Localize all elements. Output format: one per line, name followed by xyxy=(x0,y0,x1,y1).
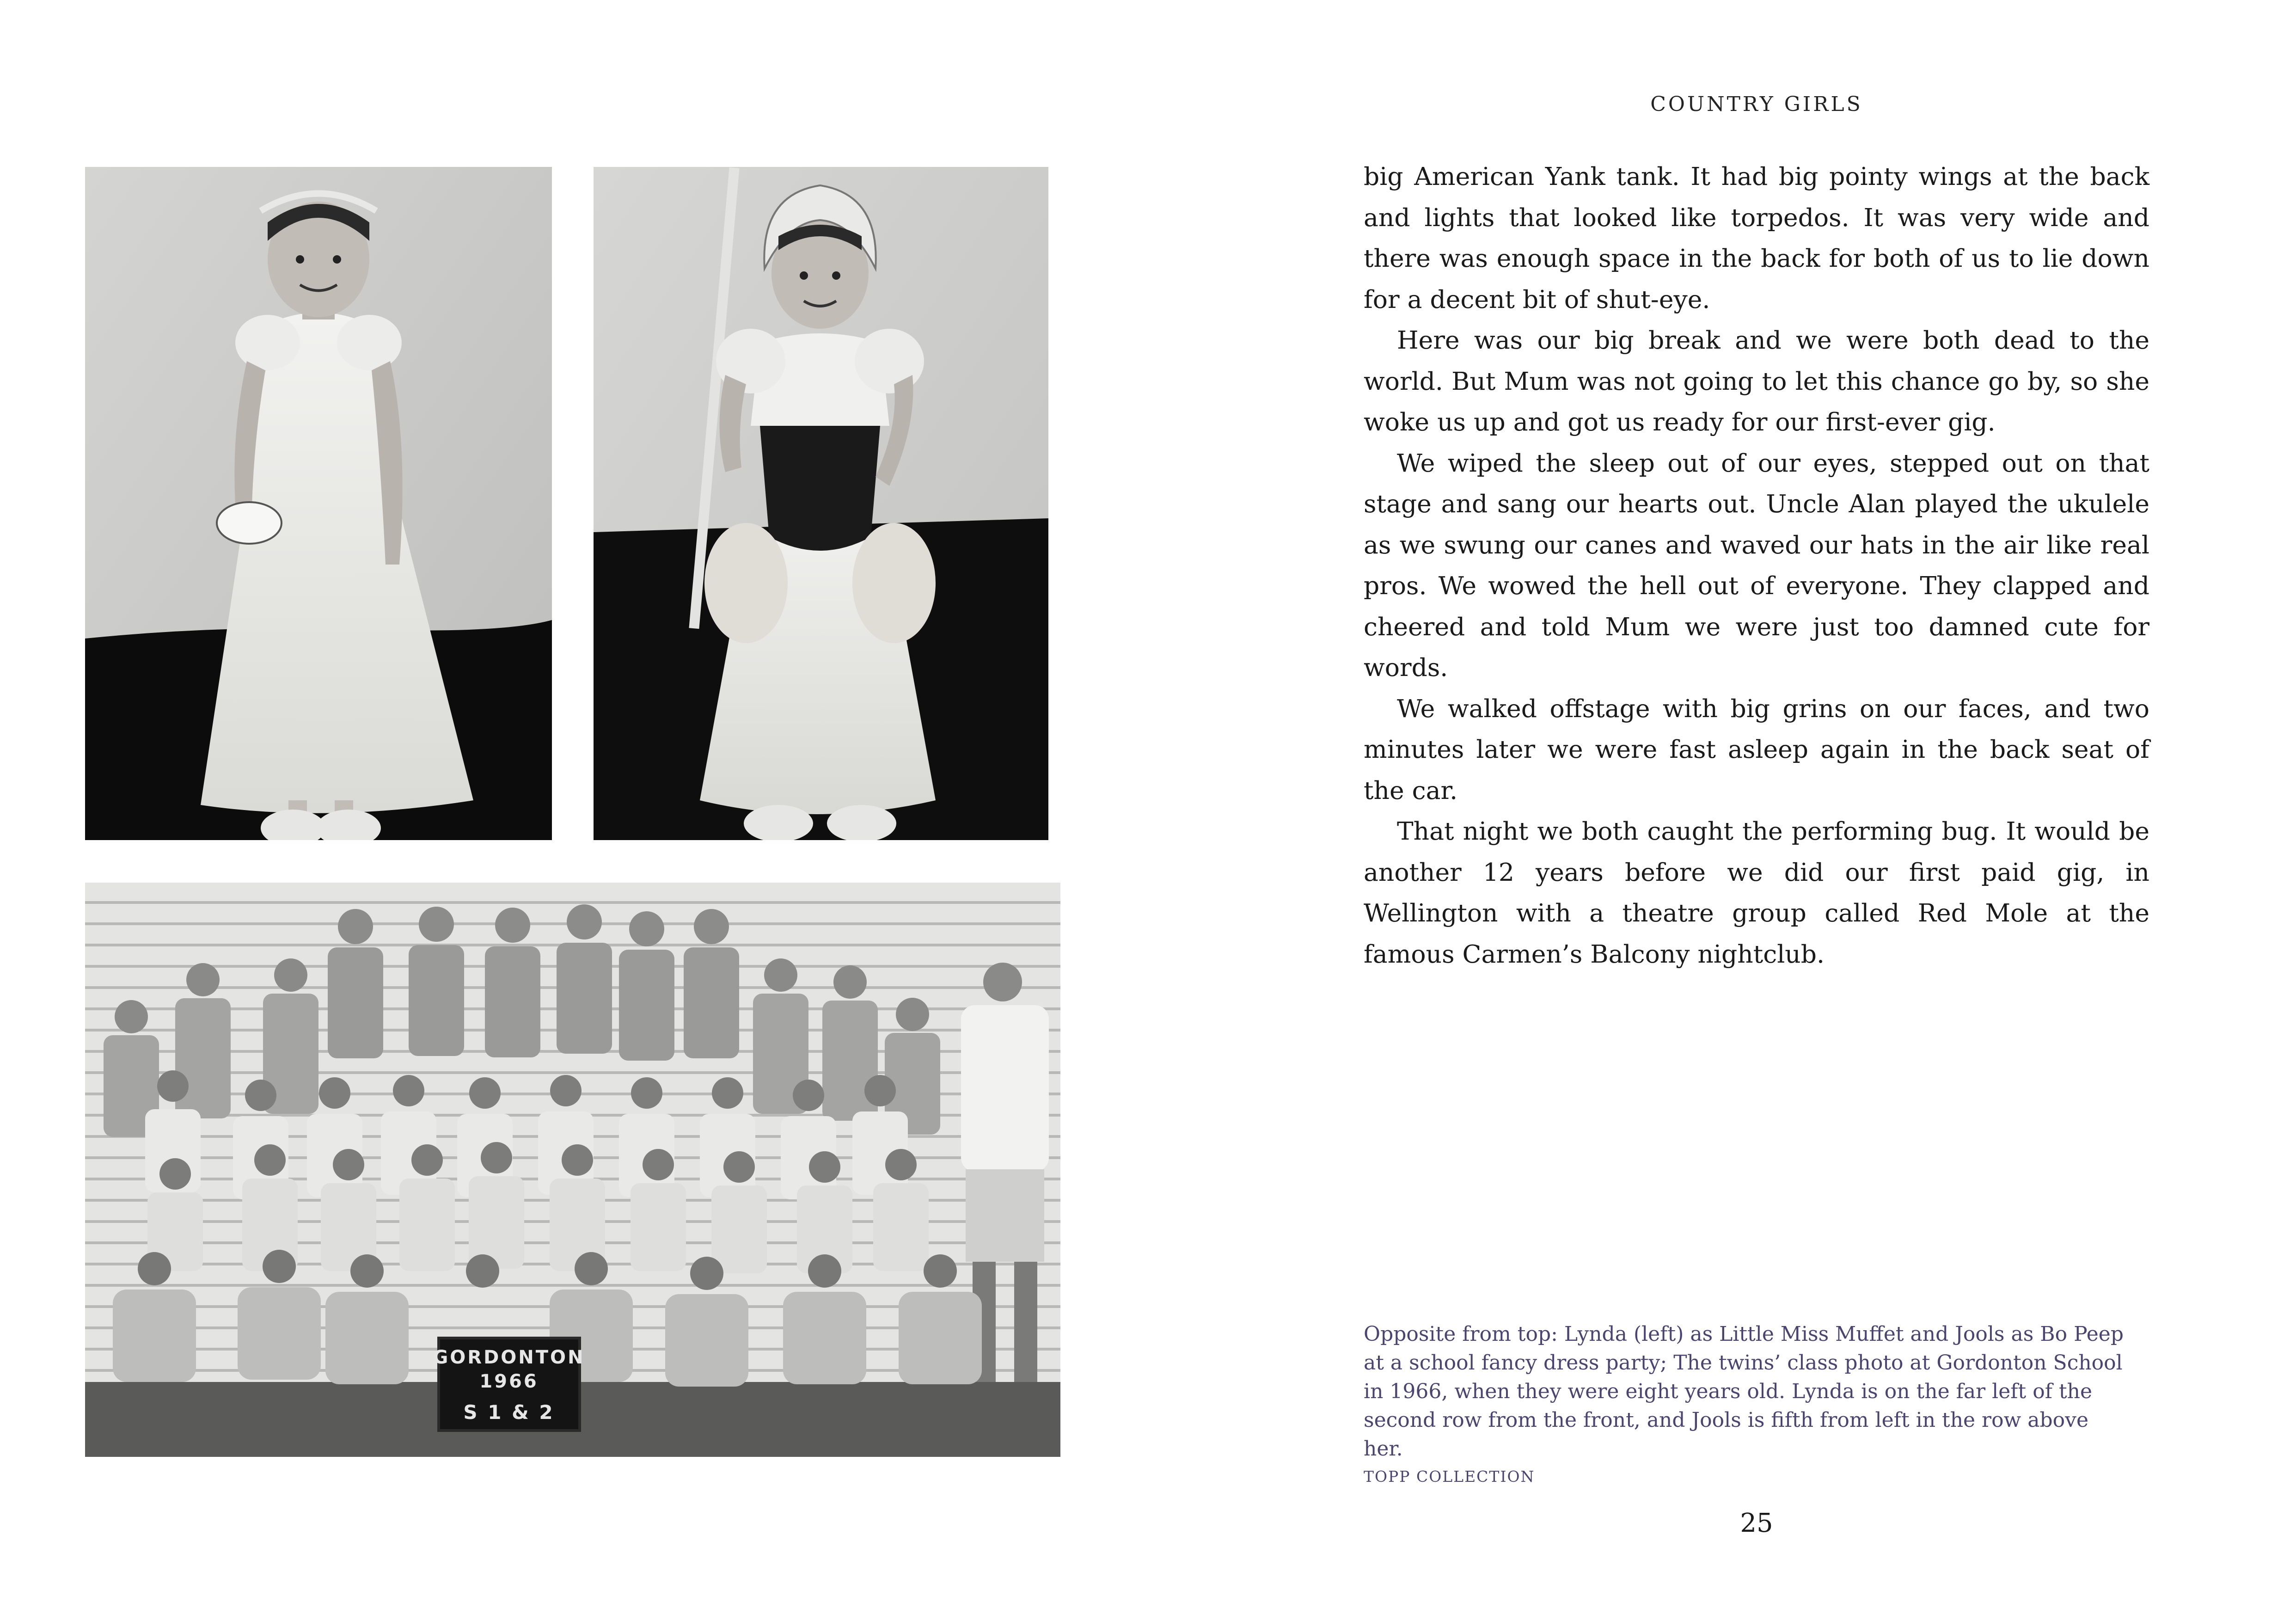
photo-muffet-image xyxy=(85,167,552,840)
caption-credit: TOPP COLLECTION xyxy=(1364,1467,1535,1486)
paragraph-1: big American Yank tank. It had big pointy wings at the back and lights that looked like torpedos. It was very wide and there was enough space in the back for both of us to lie down for a decent bit of shut-eye. xyxy=(1364,162,2149,314)
body-text xyxy=(1364,156,2149,975)
caption-text: Opposite from top: Lynda (left) as Little Miss Muffet and Jools as Bo Peep at a school fancy dress party; The twins’ class photo at Gordonton School in 1966, when they were eight years old. Lynda is on the far left of the second row from the front, and Jools is fifth from left in the row above her. xyxy=(1364,1322,2124,1461)
running-head: COUNTRY GIRLS xyxy=(1650,92,1863,116)
sign-line-year: 1966 xyxy=(479,1371,539,1392)
paragraph-3: We wiped the sleep out of our eyes, stepped out on that stage and sang our hearts out. Uncle Alan played the ukulele as we swung our canes and waved our hats in the air like real pros. We wowed the hell out of everyone. They clapped and cheered and told Mum we were just too damned cute for words. xyxy=(1364,448,2149,682)
photo-class-image xyxy=(85,883,1060,1457)
paragraph-2: Here was our big break and we were both dead to the world. But Mum was not going to let this chance go by, so she woke us up and got us ready for our first-ever gig. xyxy=(1364,325,2149,436)
paragraph-5: That night we both caught the performing bug. It would be another 12 years before we did our first paid gig, in Wellington with a theatre group called Red Mole at the famous Carmen’s Balcony nightclub. xyxy=(1364,817,2149,969)
photo-bopeep-image xyxy=(594,167,1048,840)
sign-line-class: S 1 & 2 xyxy=(463,1401,555,1424)
photo-little-miss-muffet xyxy=(85,167,552,840)
photo-bo-peep xyxy=(594,167,1048,840)
page-number: 25 xyxy=(1740,1508,1773,1538)
photo-caption xyxy=(1364,1320,2131,1490)
sign-line-school: GORDONTON xyxy=(433,1347,585,1368)
photo-class-gordonton-1966 xyxy=(85,883,1060,1457)
paragraph-4: We walked offstage with big grins on our faces, and two minutes later we were fast asleep again in the back seat of the car. xyxy=(1364,694,2149,805)
class-photo-sign xyxy=(433,1338,585,1431)
